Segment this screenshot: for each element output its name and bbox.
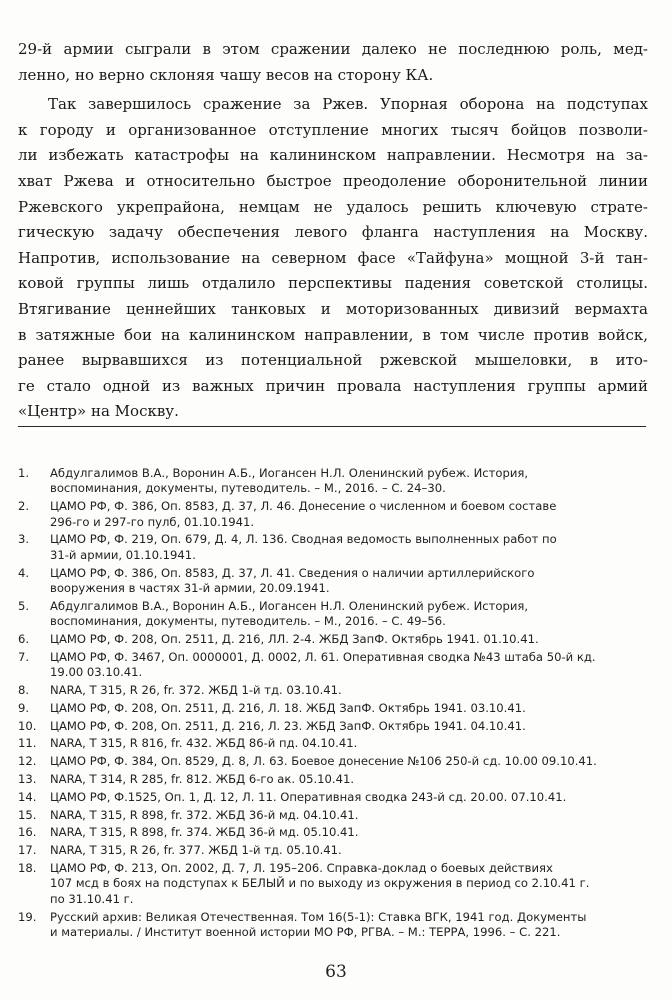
footnote-number: 1. bbox=[18, 466, 30, 480]
footnote-item bbox=[18, 532, 650, 563]
footnote-item bbox=[18, 861, 650, 907]
footnote-number: 7. bbox=[18, 649, 30, 664]
footnote-item bbox=[18, 754, 650, 769]
footnote-text: ЦАМО РФ, Ф. 208, Оп. 2511, Д. 216, ЛЛ. 2-4. ЖБД ЗапФ. Октябрь 1941. 01.10.41. bbox=[50, 632, 539, 647]
text-line: ранее вырвавшихся из потенциальной ржевской мышеловки, в ито- bbox=[18, 351, 648, 370]
footnote-number: 18. bbox=[18, 860, 37, 875]
text-line: 29-й армии сыграли в этом сражении далеко не последнюю роль, мед- bbox=[18, 40, 648, 58]
footnote-text: ЦАМО РФ, Ф.1525, Оп. 1, Д. 12, Л. 11. Оперативная сводка 243-й сд. 20.00. 07.10.41. bbox=[50, 789, 567, 804]
footnote-number: 6. bbox=[18, 632, 30, 647]
footnote-item bbox=[18, 650, 650, 681]
footnote-item bbox=[18, 719, 650, 734]
footnote-number: 10. bbox=[18, 718, 37, 733]
text-line: хват Ржева и относительно быстрое преодоление оборонительной линии bbox=[18, 171, 648, 190]
text-line: Так завершилось сражение за Ржев. Упорная оборона на подступах bbox=[48, 95, 648, 114]
footnote-item bbox=[18, 701, 650, 716]
footnote-number: 11. bbox=[18, 736, 37, 751]
text-line: ге стало одной из важных причин провала наступления группы армий bbox=[18, 376, 648, 395]
footnote-item bbox=[18, 499, 650, 530]
footnote-item bbox=[18, 599, 650, 630]
main-text bbox=[18, 37, 648, 425]
footnote-item bbox=[18, 825, 650, 840]
footnote-text: NARA, T 315, R 26, fr. 377. ЖБД 1-й тд. 05.10.41. bbox=[50, 843, 342, 858]
footnote-item bbox=[18, 466, 650, 497]
footnote-divider bbox=[18, 426, 646, 427]
text-line: Напротив, использование на северном фасе «Тайфуна» мощной 3-й тан- bbox=[18, 248, 648, 267]
footnote-text: Русский архив: Великая Отечественная. Том 16(5-1): Ставка ВГК, 1941 год. Документы и материалы. / Институт военной истории МО РФ, РГВА. – М.: ТЕРРА, 1996. – С. 221. bbox=[50, 909, 587, 939]
footnote-number: 12. bbox=[18, 754, 37, 769]
footnote-item bbox=[18, 772, 650, 787]
footnote-text: ЦАМО РФ, Ф. 208, Оп. 2511, Д. 216, Л. 18. ЖБД ЗапФ. Октябрь 1941. 03.10.41. bbox=[50, 700, 526, 715]
footnote-item bbox=[18, 910, 650, 941]
footnote-number: 15. bbox=[18, 807, 37, 822]
footnote-text: Абдулгалимов В.А., Воронин А.Б., Иогансен Н.Л. Оленинский рубеж. История, воспоминания, документы, путеводитель. – М., 2016. – С. 24–30. bbox=[50, 466, 529, 496]
text-line: ленно, но верно склоняя чашу весов на сторону КА. bbox=[18, 65, 434, 84]
paragraph-2 bbox=[18, 92, 648, 425]
text-line: «Центр» на Москву. bbox=[18, 402, 179, 421]
text-line: в затяжные бои на калининском направлении, в том числе против войск, bbox=[18, 325, 648, 344]
footnote-text: Абдулгалимов В.А., Воронин А.Б., Иогансен Н.Л. Оленинский рубеж. История, воспоминания, документы, путеводитель. – М., 2016. – С. 49–56. bbox=[50, 598, 529, 629]
footnote-number: 2. bbox=[18, 499, 30, 514]
footnote-text: ЦАМО РФ, Ф. 213, Оп. 2002, Д. 7, Л. 195–206. Справка-доклад о боевых действиях 107 мсд в боях на подступах к БЕЛЫЙ и по выходу из окружения в период со 2.10.41 г. по 31.10.41 г. bbox=[50, 860, 590, 906]
text-line: гическую задачу обеспечения левого фланга наступления на Москву. bbox=[18, 223, 648, 242]
footnotes-list bbox=[18, 466, 650, 943]
footnote-number: 4. bbox=[18, 565, 30, 580]
footnote-text: NARA, T 314, R 285, fr. 812. ЖБД 6-го ак. 05.10.41. bbox=[50, 772, 355, 786]
text-line: ковой группы лишь отдалило перспективы падения советской столицы. bbox=[18, 274, 648, 293]
footnote-item bbox=[18, 566, 650, 597]
footnote-item bbox=[18, 683, 650, 698]
footnote-text: NARA, T 315, R 816, fr. 432. ЖБД 86-й пд. 04.10.41. bbox=[50, 736, 358, 751]
footnote-text: ЦАМО РФ, Ф. 386, Оп. 8583, Д. 37, Л. 41. Сведения о наличии артиллерийского вооружения в частях 31-й армии, 20.09.1941. bbox=[50, 565, 535, 596]
footnote-text: NARA, T 315, R 26, fr. 372. ЖБД 1-й тд. 03.10.41. bbox=[50, 683, 342, 698]
footnote-item bbox=[18, 790, 650, 805]
footnote-number: 8. bbox=[18, 683, 30, 698]
footnote-number: 5. bbox=[18, 598, 30, 613]
page-number: 63 bbox=[325, 962, 347, 982]
text-line: Ржевского укрепрайона, немцам не удалось решить ключевую страте- bbox=[18, 197, 648, 216]
footnote-number: 16. bbox=[18, 825, 37, 840]
footnote-number: 14. bbox=[18, 789, 37, 804]
footnote-number: 9. bbox=[18, 700, 30, 715]
text-line: Втягивание ценнейших танковых и моторизованных дивизий вермахта bbox=[18, 299, 648, 318]
footnote-text: ЦАМО РФ, Ф. 208, Оп. 2511, Д. 216, Л. 23. ЖБД ЗапФ. Октябрь 1941. 04.10.41. bbox=[50, 718, 526, 733]
footnote-number: 13. bbox=[18, 772, 37, 786]
footnote-item bbox=[18, 736, 650, 751]
footnote-text: ЦАМО РФ, Ф. 3467, Оп. 0000001, Д. 0002, Л. 61. Оперативная сводка №43 штаба 50-й кд. 19.00 03.10.41. bbox=[50, 649, 596, 680]
footnote-text: ЦАМО РФ, Ф. 219, Оп. 679, Д. 4, Л. 136. Сводная ведомость выполненных работ по 31-й армии, 01.10.1941. bbox=[50, 532, 557, 562]
footnote-item bbox=[18, 632, 650, 647]
text-line: к городу и организованное отступление многих тысяч бойцов позволи- bbox=[18, 120, 648, 139]
footnote-number: 19. bbox=[18, 909, 37, 924]
footnote-number: 17. bbox=[18, 843, 37, 858]
footnote-text: NARA, T 315, R 898, fr. 372. ЖБД 36-й мд. 04.10.41. bbox=[50, 807, 359, 822]
text-line: ли избежать катастрофы на калининском направлении. Несмотря на за- bbox=[18, 146, 648, 165]
footnote-text: ЦАМО РФ, Ф. 384, Оп. 8529, Д. 8, Л. 63. Боевое донесение №106 250-й сд. 10.00 09.10.41. bbox=[50, 754, 597, 769]
footnote-text: NARA, T 315, R 898, fr. 374. ЖБД 36-й мд. 05.10.41. bbox=[50, 825, 359, 840]
footnote-item bbox=[18, 808, 650, 823]
footnote-number: 3. bbox=[18, 532, 30, 547]
footnote-item bbox=[18, 843, 650, 858]
footnote-text: ЦАМО РФ, Ф. 386, Оп. 8583, Д. 37, Л. 46. Донесение о численном и боевом составе 296-го и 297-го пулб, 01.10.1941. bbox=[50, 499, 557, 529]
paragraph-1 bbox=[18, 37, 648, 88]
